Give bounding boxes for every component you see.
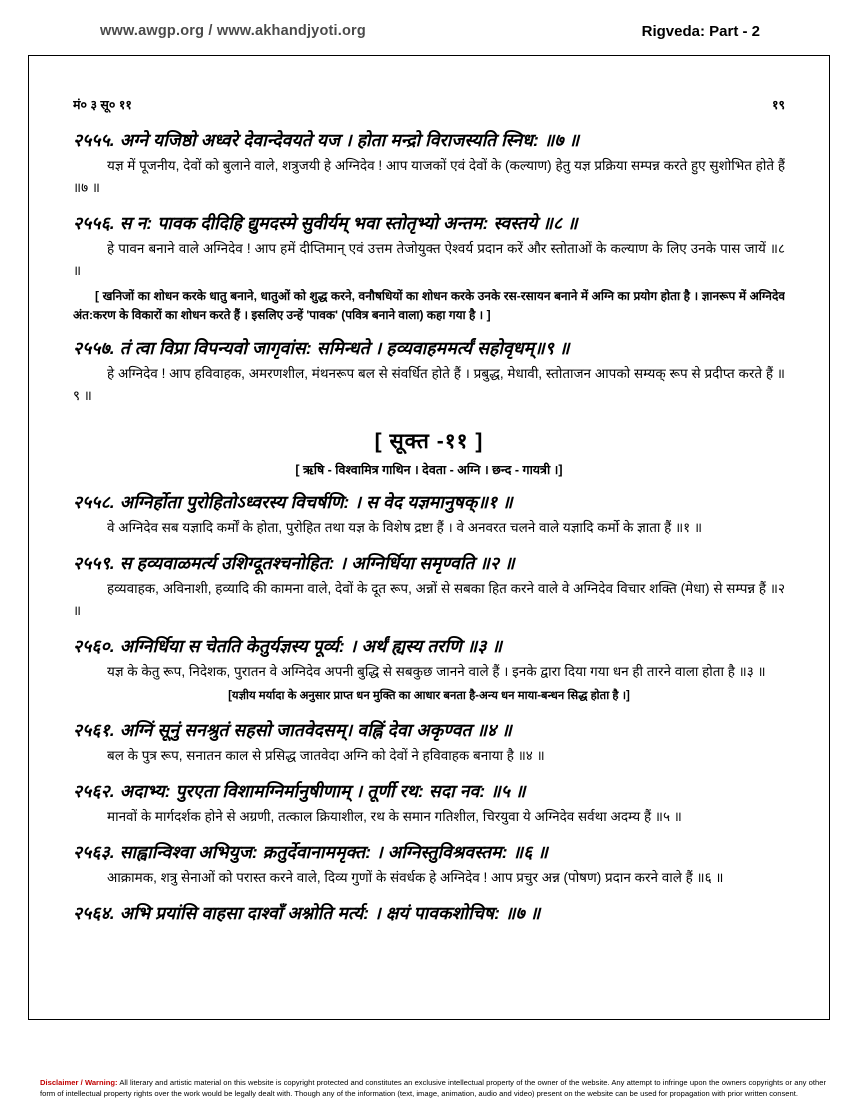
verse-gloss: आक्रामक, शत्रु सेनाओं को परास्त करने वाले, दिव्य गुणों के संवर्धक हे अग्निदेव ! आप प्रचुर अन्न (पोषण) प्रदान करने वाले हैं ॥६ ॥ [107,870,724,885]
verse-text: २५५८. अग्निर्होता पुरोहितोऽध्वरस्य विचर्षणि: । स वेद यज्ञमानुषक्॥१ ॥ [73,492,513,513]
disclaimer [40,1077,826,1099]
verse-text: २५६१. अग्निं सूनुं सनश्रुतं सहसो जातवेदसम्। वह्निं देवा अकृण्वत ॥४ ॥ [73,719,512,740]
verse-gloss: वे अग्निदेव सब यज्ञादि कर्मों के होता, पुरोहित तथा यज्ञ के विशेष द्रष्टा हैं । वे अनवरत चलने वाले यज्ञादि कर्मो के ज्ञाता हैं ॥१ ॥ [107,520,703,536]
sukta-heading: [ सूक्त -११ ] [374,430,484,454]
running-head [73,96,785,113]
verse-gloss: बल के पुत्र रूप, सनातन काल से प्रसिद्ध जातवेदा अग्नि को देवों ने हविवाहक बनाया है ॥४ ॥ [107,747,545,763]
verse-text: २५६०. अग्निर्धिया स चेतति केतुर्यज्ञस्य पूर्व्य: । अर्थं ह्यस्य तरणि ॥३ ॥ [73,636,503,657]
verse-gloss: हव्यवाहक, अविनाशी, हव्यादि की कामना वाले, देवों के दूत रूप, अन्नों से सबका हित करने वाले वे अग्निदेव विचार शक्ति (मेधा) से सम्पन्न हैं ॥२ ॥ [73,581,785,619]
verse-text: २५५९. स हव्यवाळमर्त्य उशिग्दूतश्चनोहित: । अग्निर्धिया समृण्वति ॥२ ॥ [73,553,515,574]
verse-text: २५५५. अग्ने यजिष्ठो अध्वरे देवान्देवयते यज । होता मन्द्रो विराजस्यति स्निध: ॥७ ॥ [73,130,580,150]
verse-note: [ खनिजों का शोधन करके धातु बनाने, धातुओं को शुद्ध करने, वनौषधियों का शोधन करके उनके रस-रसायन बनाने में अग्नि का प्रयोग होता है । ज्ञानरूप में अग्निदेव अंत:करण के विकारों का शोधन करते हैं । इसलिए उन्हें 'पावक' (पवित्र बनाने वाला) कहा गया है । ] [73,288,785,322]
page-border-frame [28,55,830,1020]
page-number: १९ [771,98,785,112]
verse-gloss: हे पावन बनाने वाले अग्निदेव ! आप हमें दीप्तिमान् एवं उत्तम तेजोयुक्त ऐश्वर्य प्रदान करें और स्तोताओं के कल्याण के लिए उनके पास जायें ॥८ ॥ [73,241,785,279]
verse-note: [यज्ञीय मर्यादा के अनुसार प्राप्त धन मुक्ति का आधार बनता है-अन्य धन माया-बन्धन सिद्ध होता है ।] [228,690,630,703]
verse-gloss: हे अग्निदेव ! आप हविवाहक, अमरणशील, मंथनरूप बल से संवर्धित होते हैं । प्रबुद्ध, मेधावी, स्तोताजन आपको सम्यक् रूप से प्रदीप्त करते हैं ॥९ ॥ [73,366,785,404]
page-header [0,14,858,48]
verse-text: २५५७. तं त्वा विप्रा विपन्यवो जागृवांस: समिन्धते । हव्यवाहममर्त्यं सहोवृधम्॥९ ॥ [73,338,570,359]
verse-text: २५६४. अभि प्रयांसि वाहसा दाश्वाँ अश्नोति मर्त्य: । क्षयं पावकशोचिष: ॥७ ॥ [73,902,541,923]
document-title: Rigveda: Part - 2 [641,22,760,40]
verse-text: २५५६. स न: पावक दीदिहि द्युमदस्मे सुवीर्यम् भवा स्तोतृभ्यो अन्तम: स्वस्तये ॥८ ॥ [73,212,578,233]
page-content [73,96,785,1005]
verse-gloss: मानवों के मार्गदर्शक होने से अग्रणी, तत्काल क्रियाशील, रथ के समान गतिशील, चिरयुवा ये अग्निदेव सर्वथा अदम्य हैं ॥५ ॥ [107,808,682,824]
running-head-left: मं० ३ सू० ११ [73,98,132,112]
verse-gloss: यज्ञ के केतु रूप, निदेशक, पुरातन वे अग्निदेव अपनी बुद्धि से सबकुछ जानने वाले हैं । इनके द्वारा दिया गया धन ही तारने वाला होता है ॥३ ॥ [107,664,766,680]
verse-text: २५६२. अदाभ्य: पुरएता विशामग्निर्मानुषीणाम् । तूर्णी रथ: सदा नव: ॥५ ॥ [73,780,526,801]
verse-gloss: यज्ञ में पूजनीय, देवों को बुलाने वाले, शत्रुजयी हे अग्निदेव ! आप याजकों एवं देवों के (कल्याण) हेतु यज्ञ प्रक्रिया सम्पन्न करते हुए सुशोभित होते हैं ॥७ ॥ [73,158,785,196]
sukta-subheading: [ ऋषि - विश्वामित्र गाथिन । देवता - अग्नि । छन्द - गायत्री ।] [295,463,563,478]
verse-text: २५६३. साह्वान्विश्वा अभियुज: क्रतुर्देवानाममृक्त: । अग्निस्तुविश्रवस्तम: ॥६ ॥ [73,841,548,862]
site-url: www.awgp.org / www.akhandjyoti.org [100,23,366,39]
disclaimer-label: Disclaimer / Warning: [40,1078,118,1087]
disclaimer-text: All literary and artistic material on this website is copyright protected and constitutes an exclusive intellectual property of the owner of the website. Any attempt to infringe upon the owners copyrights or any other form of intellectual property rights over the work would be legally dealt with. Though any of the information (text, image, animation, audio and video) present on the website can be used for propagation with prior written consent. [40,1078,826,1098]
